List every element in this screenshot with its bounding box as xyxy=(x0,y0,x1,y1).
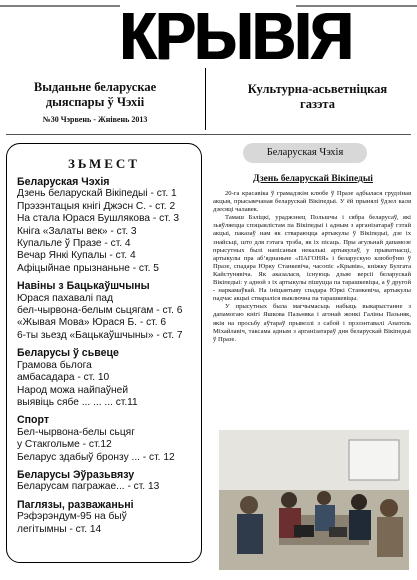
subtitle-line-3: Культурна-асьветніцкая xyxy=(247,82,388,96)
subtitle-line-2: дыяспары ў Чэхіі xyxy=(45,95,145,109)
masthead-title: КРЫВІЯ xyxy=(120,0,353,74)
toc-item: Вечар Янкі Купалы - ст. 4 xyxy=(17,250,136,262)
toc-item: На стала Юрася Бушлякова - ст. 3 xyxy=(17,213,180,225)
publisher-subtitle xyxy=(20,80,170,127)
toc-item: легітымны - ст. 14 xyxy=(17,523,102,535)
toc-item: у Стакгольме - ст.12 xyxy=(17,439,112,451)
subtitle-line-1: Выданьне беларускае xyxy=(33,80,157,94)
toc-item: бел-чырвона-белым сьцягам - ст. 6 xyxy=(17,305,183,317)
toc-item: выявіць сябе ... ... ... ст.11 xyxy=(17,396,138,408)
toc-item: Купальле ў Празе - ст. 4 xyxy=(17,238,131,250)
toc-item: Афіцыйнае прызнаньне - ст. 5 xyxy=(17,262,159,274)
toc-item: Юрася пахавалі пад xyxy=(17,292,114,304)
toc-item: Беларус здабыў бронзу ... - ст. 12 xyxy=(17,451,175,463)
toc-item: 6-ты зьезд «Бацькаўшчыны» - ст. 7 xyxy=(17,329,183,341)
subtitle-line-4: газэта xyxy=(300,97,335,111)
toc-title: ЗЬМЕСТ xyxy=(68,156,140,171)
toc-item: амбасадара - ст. 10 xyxy=(17,372,110,384)
toc-item: Бел-чырвона-белы сьцяг xyxy=(17,426,135,438)
article-paragraph: Тамаш Бэліцкі, ураджэнец Польшчы і сябра беларусаў, які зьяўляецца спэцыялістам па Вікіпедыі і адным з арганізатараў гэтай акцыі, паказаў нам як ствараюцца артыкулы ў Вікіпедыі, дзе іх знайсьці, што для гэтага трэба, як іх пісаць. Пры агульнай дапамозе прысутных былі напісаныя некалькі артыкулаў, у прыватнасці, артыкулы пра абʼяднаньне «ПАГОНЯ» і беларускую клюбоўню ў Празе, спадара Юрку Станкевіча, часопіс «Крывія», кніжку Булгата Кайстунявіча. Як аказалася, існуюць дзьве версіі беларускай Вікіпедыі: у адной з іх артыкулы пішуцца па тарашкевіцы, а ў другой - наркамаўкай. На ініцыятыву спадара Юркі Станкевіча, артыкулы падчас акцыі ствараліся выключна па тарашкевіцы. xyxy=(213,214,411,303)
toc-item: Беларусам пагражае... - ст. 13 xyxy=(17,481,160,493)
paper-type-subtitle xyxy=(230,82,405,112)
article-paragraph: 20-га красавіка ў грамадзкім клюбе ў Празе адбылася грудзіная акцыя, прысьвечаная беларускай Вікіпедыі. У ёй прынялі ўдзел каля дзесяці чалавек. xyxy=(213,190,411,214)
article-title: Дзень беларускай Вікіпедыі xyxy=(253,174,373,184)
table-of-contents xyxy=(6,143,202,563)
toc-section-heading: Беларуская Чэхія xyxy=(17,176,110,188)
masthead xyxy=(0,0,417,78)
article-paragraph: У прысутных была магчымасьць набыць выкарыстанне з дапамогаю кнігі Яшкова Пазьняка і агонай жонкі Галіны Пазьняк, якія на просьбу аўтараў прывезлі з сабой і прэзэнтавалі Анатоль Міхайлавіч, таксама адным з арганізатараў дня беларускай Вікіпедыі ў Празе. xyxy=(213,303,411,343)
toc-section-heading: Навіны з Бацькаўшчыны xyxy=(17,280,150,293)
toc-section-heading: Беларусы ў сьвеце xyxy=(17,347,119,360)
masthead-divider xyxy=(205,68,206,130)
photo-screen xyxy=(349,440,399,480)
toc-item: Прэзэнтацыя кнігі Джэсн С. - ст. 2 xyxy=(17,200,176,212)
header-rule xyxy=(6,134,411,135)
toc-item: Народ можа найпаўней xyxy=(17,384,129,396)
toc-item: Кніга «Залаты век» - ст. 3 xyxy=(17,225,137,237)
article-body xyxy=(213,190,411,344)
event-photo-image xyxy=(219,430,409,570)
section-banner: Беларуская Чэхія xyxy=(243,143,367,163)
toc-section-heading: Паглязы, разважаньні xyxy=(17,498,134,511)
toc-section-heading: Беларусы Эўразьвязу xyxy=(17,468,135,481)
event-photo xyxy=(219,430,409,570)
toc-item: «Жывая Мова» Юрася Б. - ст. 6 xyxy=(17,317,167,329)
toc-item: Рэфэрэндум-95 на быў xyxy=(17,511,127,523)
toc-item: Грамова бьлога xyxy=(17,359,92,371)
toc-list xyxy=(17,176,203,536)
toc-item: Дзень беларускай Вікіпедыі - ст. 1 xyxy=(17,188,177,200)
issue-number: №30 Чэрвень - Жнівень 2013 xyxy=(42,115,148,124)
toc-section-heading: Спорт xyxy=(17,414,50,427)
